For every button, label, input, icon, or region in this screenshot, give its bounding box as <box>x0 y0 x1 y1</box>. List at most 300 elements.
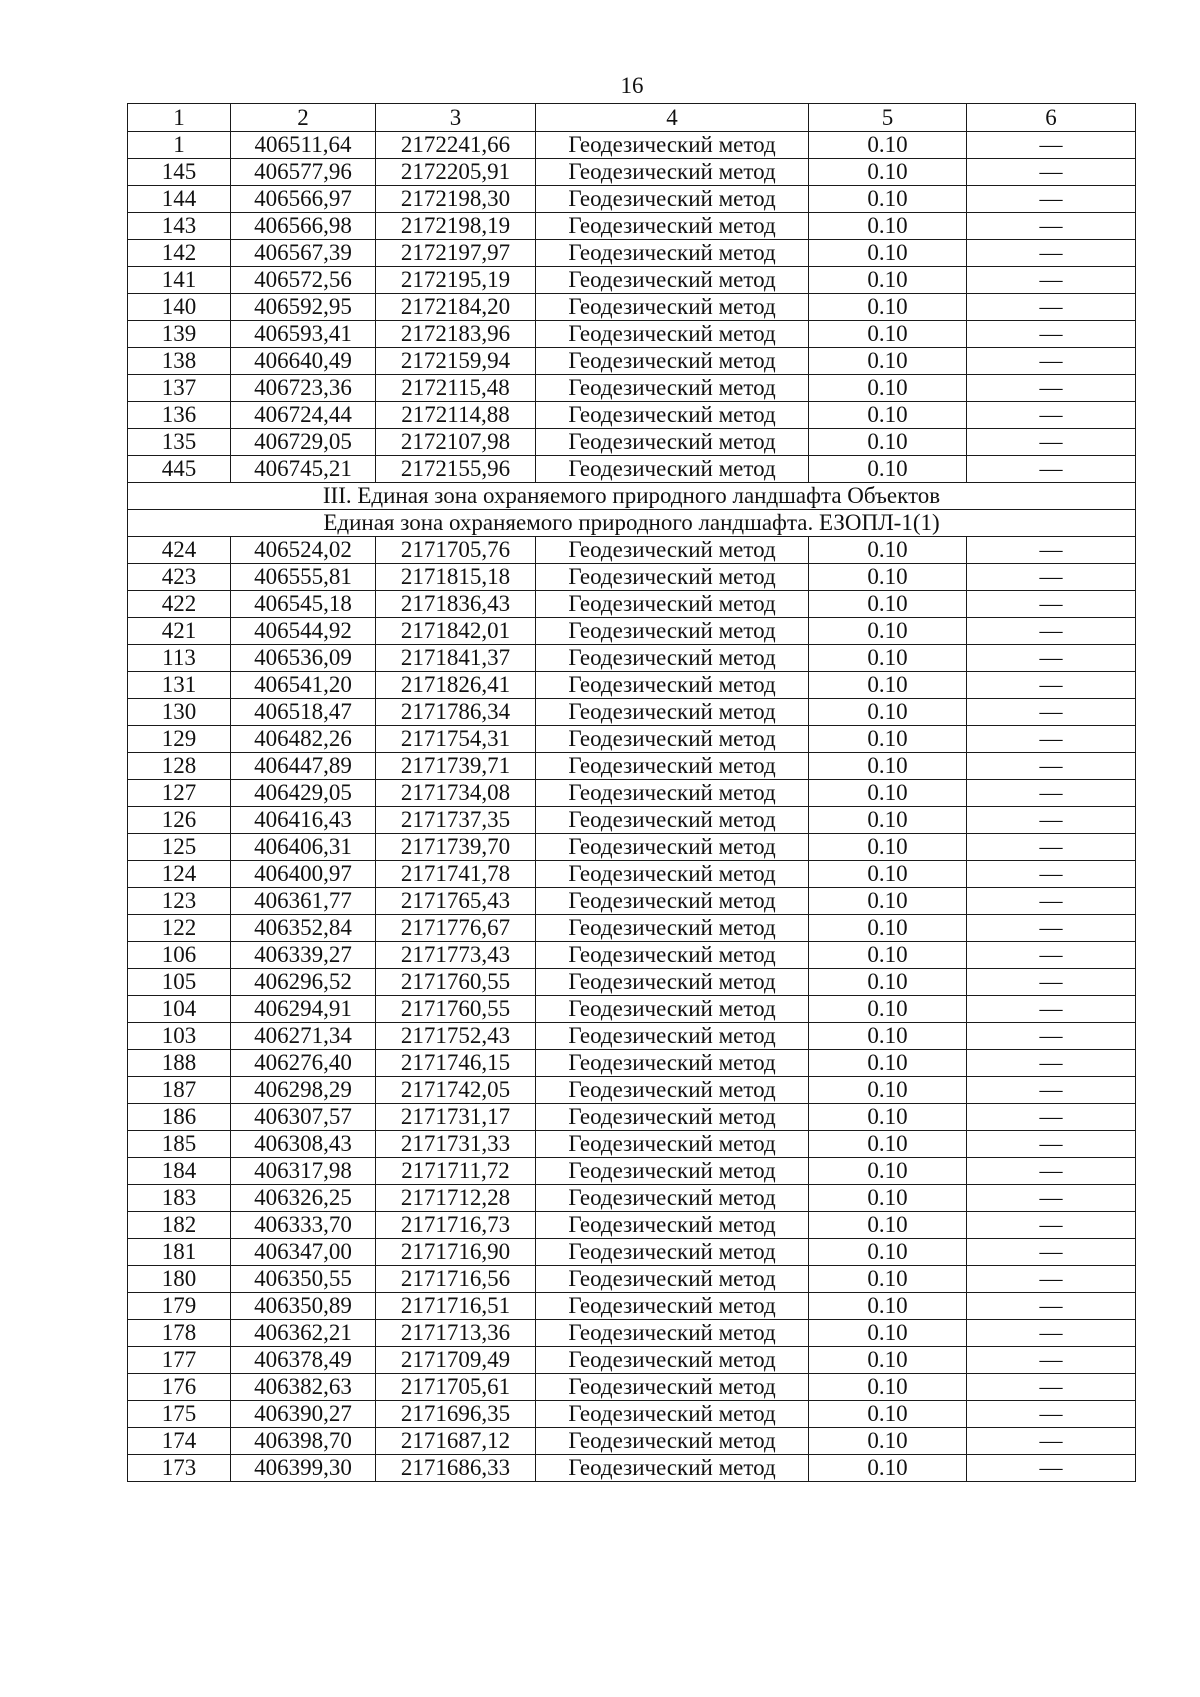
y-coordinate-cell: 2171842,01 <box>376 618 536 645</box>
point-number-cell: 424 <box>128 537 231 564</box>
y-coordinate-cell: 2171711,72 <box>376 1158 536 1185</box>
y-coordinate-cell: 2171815,18 <box>376 564 536 591</box>
note-cell: — <box>967 807 1136 834</box>
x-coordinate-cell: 406577,96 <box>231 159 376 186</box>
table-row <box>128 213 1136 240</box>
point-number-cell: 185 <box>128 1131 231 1158</box>
y-coordinate-cell: 2171742,05 <box>376 1077 536 1104</box>
table-row <box>128 1023 1136 1050</box>
table-row <box>128 375 1136 402</box>
x-coordinate-cell: 406276,40 <box>231 1050 376 1077</box>
x-coordinate-cell: 406308,43 <box>231 1131 376 1158</box>
accuracy-cell: 0.10 <box>809 699 967 726</box>
point-number-cell: 137 <box>128 375 231 402</box>
note-cell: — <box>967 942 1136 969</box>
table-row <box>128 1050 1136 1077</box>
table-row <box>128 645 1136 672</box>
method-cell: Геодезический метод <box>536 942 809 969</box>
note-cell: — <box>967 780 1136 807</box>
x-coordinate-cell: 406482,26 <box>231 726 376 753</box>
note-cell: — <box>967 348 1136 375</box>
point-number-cell: 181 <box>128 1239 231 1266</box>
y-coordinate-cell: 2171765,43 <box>376 888 536 915</box>
section-heading-row <box>128 510 1136 537</box>
x-coordinate-cell: 406416,43 <box>231 807 376 834</box>
accuracy-cell: 0.10 <box>809 672 967 699</box>
note-cell: — <box>967 645 1136 672</box>
note-cell: — <box>967 726 1136 753</box>
note-cell: — <box>967 672 1136 699</box>
note-cell: — <box>967 267 1136 294</box>
accuracy-cell: 0.10 <box>809 780 967 807</box>
point-number-cell: 145 <box>128 159 231 186</box>
table-row <box>128 807 1136 834</box>
method-cell: Геодезический метод <box>536 1158 809 1185</box>
x-coordinate-cell: 406339,27 <box>231 942 376 969</box>
method-cell: Геодезический метод <box>536 996 809 1023</box>
x-coordinate-cell: 406545,18 <box>231 591 376 618</box>
accuracy-cell: 0.10 <box>809 1023 967 1050</box>
point-number-cell: 126 <box>128 807 231 834</box>
x-coordinate-cell: 406555,81 <box>231 564 376 591</box>
note-cell: — <box>967 1347 1136 1374</box>
point-number-cell: 127 <box>128 780 231 807</box>
point-number-cell: 105 <box>128 969 231 996</box>
method-cell: Геодезический метод <box>536 564 809 591</box>
point-number-cell: 123 <box>128 888 231 915</box>
note-cell: — <box>967 1212 1136 1239</box>
page-number: 16 <box>620 73 644 98</box>
point-number-cell: 187 <box>128 1077 231 1104</box>
x-coordinate-cell: 406447,89 <box>231 753 376 780</box>
note-cell: — <box>967 996 1136 1023</box>
x-coordinate-cell: 406723,36 <box>231 375 376 402</box>
y-coordinate-cell: 2172198,19 <box>376 213 536 240</box>
column-number: 4 <box>536 104 809 132</box>
method-cell: Геодезический метод <box>536 1050 809 1077</box>
table-row <box>128 267 1136 294</box>
method-cell: Геодезический метод <box>536 591 809 618</box>
note-cell: — <box>967 915 1136 942</box>
y-coordinate-cell: 2171686,33 <box>376 1455 536 1482</box>
y-coordinate-cell: 2172115,48 <box>376 375 536 402</box>
note-cell: — <box>967 1401 1136 1428</box>
accuracy-cell: 0.10 <box>809 645 967 672</box>
accuracy-cell: 0.10 <box>809 888 967 915</box>
point-number-cell: 183 <box>128 1185 231 1212</box>
method-cell: Геодезический метод <box>536 267 809 294</box>
x-coordinate-cell: 406296,52 <box>231 969 376 996</box>
accuracy-cell: 0.10 <box>809 186 967 213</box>
note-cell: — <box>967 888 1136 915</box>
x-coordinate-cell: 406544,92 <box>231 618 376 645</box>
note-cell: — <box>967 1050 1136 1077</box>
table-row <box>128 1212 1136 1239</box>
accuracy-cell: 0.10 <box>809 402 967 429</box>
table-row <box>128 834 1136 861</box>
note-cell: — <box>967 132 1136 159</box>
y-coordinate-cell: 2171760,55 <box>376 969 536 996</box>
x-coordinate-cell: 406406,31 <box>231 834 376 861</box>
x-coordinate-cell: 406566,97 <box>231 186 376 213</box>
y-coordinate-cell: 2171739,71 <box>376 753 536 780</box>
accuracy-cell: 0.10 <box>809 1239 967 1266</box>
table-row <box>128 888 1136 915</box>
accuracy-cell: 0.10 <box>809 1347 967 1374</box>
table-row <box>128 780 1136 807</box>
method-cell: Геодезический метод <box>536 888 809 915</box>
point-number-cell: 175 <box>128 1401 231 1428</box>
accuracy-cell: 0.10 <box>809 1077 967 1104</box>
section-heading-row <box>128 483 1136 510</box>
note-cell: — <box>967 186 1136 213</box>
accuracy-cell: 0.10 <box>809 1401 967 1428</box>
table-row <box>128 699 1136 726</box>
point-number-cell: 186 <box>128 1104 231 1131</box>
x-coordinate-cell: 406592,95 <box>231 294 376 321</box>
section-heading: Единая зона охраняемого природного ландшафта. ЕЗОПЛ-1(1) <box>128 510 1136 537</box>
method-cell: Геодезический метод <box>536 375 809 402</box>
note-cell: — <box>967 1131 1136 1158</box>
method-cell: Геодезический метод <box>536 1239 809 1266</box>
method-cell: Геодезический метод <box>536 1077 809 1104</box>
point-number-cell: 138 <box>128 348 231 375</box>
table-row <box>128 348 1136 375</box>
accuracy-cell: 0.10 <box>809 861 967 888</box>
accuracy-cell: 0.10 <box>809 375 967 402</box>
x-coordinate-cell: 406524,02 <box>231 537 376 564</box>
y-coordinate-cell: 2171734,08 <box>376 780 536 807</box>
y-coordinate-cell: 2171687,12 <box>376 1428 536 1455</box>
accuracy-cell: 0.10 <box>809 1293 967 1320</box>
method-cell: Геодезический метод <box>536 159 809 186</box>
method-cell: Геодезический метод <box>536 402 809 429</box>
table-row <box>128 132 1136 159</box>
point-number-cell: 176 <box>128 1374 231 1401</box>
x-coordinate-cell: 406724,44 <box>231 402 376 429</box>
column-number: 2 <box>231 104 376 132</box>
note-cell: — <box>967 456 1136 483</box>
table-row <box>128 1077 1136 1104</box>
method-cell: Геодезический метод <box>536 1347 809 1374</box>
accuracy-cell: 0.10 <box>809 1455 967 1482</box>
note-cell: — <box>967 699 1136 726</box>
column-number: 1 <box>128 104 231 132</box>
x-coordinate-cell: 406429,05 <box>231 780 376 807</box>
table-row <box>128 726 1136 753</box>
note-cell: — <box>967 321 1136 348</box>
note-cell: — <box>967 1077 1136 1104</box>
accuracy-cell: 0.10 <box>809 834 967 861</box>
table-row <box>128 1293 1136 1320</box>
table-row <box>128 996 1136 1023</box>
y-coordinate-cell: 2171741,78 <box>376 861 536 888</box>
method-cell: Геодезический метод <box>536 429 809 456</box>
x-coordinate-cell: 406352,84 <box>231 915 376 942</box>
accuracy-cell: 0.10 <box>809 1131 967 1158</box>
note-cell: — <box>967 861 1136 888</box>
x-coordinate-cell: 406572,56 <box>231 267 376 294</box>
point-number-cell: 130 <box>128 699 231 726</box>
accuracy-cell: 0.10 <box>809 753 967 780</box>
column-number: 5 <box>809 104 967 132</box>
y-coordinate-cell: 2172198,30 <box>376 186 536 213</box>
y-coordinate-cell: 2171712,28 <box>376 1185 536 1212</box>
point-number-cell: 141 <box>128 267 231 294</box>
table-row <box>128 240 1136 267</box>
method-cell: Геодезический метод <box>536 1293 809 1320</box>
accuracy-cell: 0.10 <box>809 1428 967 1455</box>
point-number-cell: 423 <box>128 564 231 591</box>
method-cell: Геодезический метод <box>536 1023 809 1050</box>
point-number-cell: 184 <box>128 1158 231 1185</box>
table-row <box>128 1158 1136 1185</box>
method-cell: Геодезический метод <box>536 1455 809 1482</box>
note-cell: — <box>967 1374 1136 1401</box>
table-row <box>128 186 1136 213</box>
y-coordinate-cell: 2171841,37 <box>376 645 536 672</box>
note-cell: — <box>967 213 1136 240</box>
table-row <box>128 1131 1136 1158</box>
point-number-cell: 128 <box>128 753 231 780</box>
table-row <box>128 1347 1136 1374</box>
method-cell: Геодезический метод <box>536 1212 809 1239</box>
x-coordinate-cell: 406541,20 <box>231 672 376 699</box>
method-cell: Геодезический метод <box>536 186 809 213</box>
table-row <box>128 942 1136 969</box>
y-coordinate-cell: 2171752,43 <box>376 1023 536 1050</box>
note-cell: — <box>967 1320 1136 1347</box>
y-coordinate-cell: 2171716,51 <box>376 1293 536 1320</box>
method-cell: Геодезический метод <box>536 321 809 348</box>
accuracy-cell: 0.10 <box>809 1266 967 1293</box>
note-cell: — <box>967 618 1136 645</box>
note-cell: — <box>967 159 1136 186</box>
point-number-cell: 144 <box>128 186 231 213</box>
point-number-cell: 136 <box>128 402 231 429</box>
note-cell: — <box>967 834 1136 861</box>
table-row <box>128 1455 1136 1482</box>
table-row <box>128 429 1136 456</box>
table-row <box>128 1428 1136 1455</box>
accuracy-cell: 0.10 <box>809 591 967 618</box>
y-coordinate-cell: 2172183,96 <box>376 321 536 348</box>
method-cell: Геодезический метод <box>536 1320 809 1347</box>
note-cell: — <box>967 375 1136 402</box>
accuracy-cell: 0.10 <box>809 213 967 240</box>
method-cell: Геодезический метод <box>536 1374 809 1401</box>
y-coordinate-cell: 2172107,98 <box>376 429 536 456</box>
table-row <box>128 969 1136 996</box>
table-row <box>128 1239 1136 1266</box>
method-cell: Геодезический метод <box>536 645 809 672</box>
method-cell: Геодезический метод <box>536 780 809 807</box>
method-cell: Геодезический метод <box>536 699 809 726</box>
x-coordinate-cell: 406350,55 <box>231 1266 376 1293</box>
x-coordinate-cell: 406317,98 <box>231 1158 376 1185</box>
x-coordinate-cell: 406511,64 <box>231 132 376 159</box>
point-number-cell: 421 <box>128 618 231 645</box>
point-number-cell: 182 <box>128 1212 231 1239</box>
note-cell: — <box>967 1293 1136 1320</box>
table-row <box>128 1374 1136 1401</box>
point-number-cell: 143 <box>128 213 231 240</box>
method-cell: Геодезический метод <box>536 618 809 645</box>
point-number-cell: 445 <box>128 456 231 483</box>
x-coordinate-cell: 406593,41 <box>231 321 376 348</box>
x-coordinate-cell: 406382,63 <box>231 1374 376 1401</box>
x-coordinate-cell: 406398,70 <box>231 1428 376 1455</box>
note-cell: — <box>967 1455 1136 1482</box>
x-coordinate-cell: 406745,21 <box>231 456 376 483</box>
point-number-cell: 139 <box>128 321 231 348</box>
method-cell: Геодезический метод <box>536 1428 809 1455</box>
y-coordinate-cell: 2172114,88 <box>376 402 536 429</box>
y-coordinate-cell: 2171773,43 <box>376 942 536 969</box>
y-coordinate-cell: 2171713,36 <box>376 1320 536 1347</box>
point-number-cell: 124 <box>128 861 231 888</box>
x-coordinate-cell: 406294,91 <box>231 996 376 1023</box>
point-number-cell: 422 <box>128 591 231 618</box>
accuracy-cell: 0.10 <box>809 1212 967 1239</box>
y-coordinate-cell: 2171696,35 <box>376 1401 536 1428</box>
point-number-cell: 129 <box>128 726 231 753</box>
y-coordinate-cell: 2172195,19 <box>376 267 536 294</box>
table-row <box>128 456 1136 483</box>
accuracy-cell: 0.10 <box>809 159 967 186</box>
note-cell: — <box>967 537 1136 564</box>
point-number-cell: 135 <box>128 429 231 456</box>
note-cell: — <box>967 969 1136 996</box>
x-coordinate-cell: 406326,25 <box>231 1185 376 1212</box>
point-number-cell: 131 <box>128 672 231 699</box>
note-cell: — <box>967 1158 1136 1185</box>
method-cell: Геодезический метод <box>536 240 809 267</box>
accuracy-cell: 0.10 <box>809 132 967 159</box>
table-row <box>128 564 1136 591</box>
y-coordinate-cell: 2171786,34 <box>376 699 536 726</box>
x-coordinate-cell: 406362,21 <box>231 1320 376 1347</box>
accuracy-cell: 0.10 <box>809 942 967 969</box>
table-row <box>128 915 1136 942</box>
y-coordinate-cell: 2171705,76 <box>376 537 536 564</box>
point-number-cell: 106 <box>128 942 231 969</box>
point-number-cell: 104 <box>128 996 231 1023</box>
y-coordinate-cell: 2171739,70 <box>376 834 536 861</box>
method-cell: Геодезический метод <box>536 915 809 942</box>
x-coordinate-cell: 406298,29 <box>231 1077 376 1104</box>
method-cell: Геодезический метод <box>536 348 809 375</box>
point-number-cell: 1 <box>128 132 231 159</box>
y-coordinate-cell: 2171709,49 <box>376 1347 536 1374</box>
point-number-cell: 177 <box>128 1347 231 1374</box>
method-cell: Геодезический метод <box>536 834 809 861</box>
method-cell: Геодезический метод <box>536 672 809 699</box>
note-cell: — <box>967 1239 1136 1266</box>
table-row <box>128 1266 1136 1293</box>
accuracy-cell: 0.10 <box>809 294 967 321</box>
method-cell: Геодезический метод <box>536 807 809 834</box>
point-number-cell: 180 <box>128 1266 231 1293</box>
note-cell: — <box>967 1428 1136 1455</box>
point-number-cell: 122 <box>128 915 231 942</box>
accuracy-cell: 0.10 <box>809 1158 967 1185</box>
point-number-cell: 178 <box>128 1320 231 1347</box>
y-coordinate-cell: 2171737,35 <box>376 807 536 834</box>
point-number-cell: 174 <box>128 1428 231 1455</box>
x-coordinate-cell: 406361,77 <box>231 888 376 915</box>
y-coordinate-cell: 2171776,67 <box>376 915 536 942</box>
x-coordinate-cell: 406350,89 <box>231 1293 376 1320</box>
method-cell: Геодезический метод <box>536 294 809 321</box>
note-cell: — <box>967 564 1136 591</box>
table-row <box>128 1104 1136 1131</box>
x-coordinate-cell: 406640,49 <box>231 348 376 375</box>
method-cell: Геодезический метод <box>536 213 809 240</box>
accuracy-cell: 0.10 <box>809 1374 967 1401</box>
y-coordinate-cell: 2171760,55 <box>376 996 536 1023</box>
y-coordinate-cell: 2171746,15 <box>376 1050 536 1077</box>
y-coordinate-cell: 2171731,17 <box>376 1104 536 1131</box>
point-number-cell: 103 <box>128 1023 231 1050</box>
method-cell: Геодезический метод <box>536 861 809 888</box>
y-coordinate-cell: 2172159,94 <box>376 348 536 375</box>
x-coordinate-cell: 406566,98 <box>231 213 376 240</box>
method-cell: Геодезический метод <box>536 969 809 996</box>
method-cell: Геодезический метод <box>536 1401 809 1428</box>
note-cell: — <box>967 240 1136 267</box>
note-cell: — <box>967 753 1136 780</box>
x-coordinate-cell: 406333,70 <box>231 1212 376 1239</box>
table-row <box>128 159 1136 186</box>
accuracy-cell: 0.10 <box>809 267 967 294</box>
point-number-cell: 188 <box>128 1050 231 1077</box>
accuracy-cell: 0.10 <box>809 240 967 267</box>
accuracy-cell: 0.10 <box>809 618 967 645</box>
y-coordinate-cell: 2172205,91 <box>376 159 536 186</box>
point-number-cell: 179 <box>128 1293 231 1320</box>
y-coordinate-cell: 2171826,41 <box>376 672 536 699</box>
x-coordinate-cell: 406536,09 <box>231 645 376 672</box>
table-row <box>128 591 1136 618</box>
y-coordinate-cell: 2171716,90 <box>376 1239 536 1266</box>
accuracy-cell: 0.10 <box>809 996 967 1023</box>
method-cell: Геодезический метод <box>536 537 809 564</box>
column-number-row <box>128 104 1136 132</box>
x-coordinate-cell: 406390,27 <box>231 1401 376 1428</box>
table-row <box>128 1185 1136 1212</box>
x-coordinate-cell: 406729,05 <box>231 429 376 456</box>
x-coordinate-cell: 406307,57 <box>231 1104 376 1131</box>
y-coordinate-cell: 2171754,31 <box>376 726 536 753</box>
section-heading: III. Единая зона охраняемого природного ландшафта Объектов <box>128 483 1136 510</box>
y-coordinate-cell: 2171836,43 <box>376 591 536 618</box>
accuracy-cell: 0.10 <box>809 1185 967 1212</box>
table-body <box>128 104 1136 1482</box>
table-row <box>128 618 1136 645</box>
accuracy-cell: 0.10 <box>809 1320 967 1347</box>
accuracy-cell: 0.10 <box>809 726 967 753</box>
note-cell: — <box>967 591 1136 618</box>
table-row <box>128 294 1136 321</box>
point-number-cell: 113 <box>128 645 231 672</box>
accuracy-cell: 0.10 <box>809 807 967 834</box>
x-coordinate-cell: 406271,34 <box>231 1023 376 1050</box>
note-cell: — <box>967 294 1136 321</box>
accuracy-cell: 0.10 <box>809 969 967 996</box>
table-row <box>128 402 1136 429</box>
method-cell: Геодезический метод <box>536 1266 809 1293</box>
